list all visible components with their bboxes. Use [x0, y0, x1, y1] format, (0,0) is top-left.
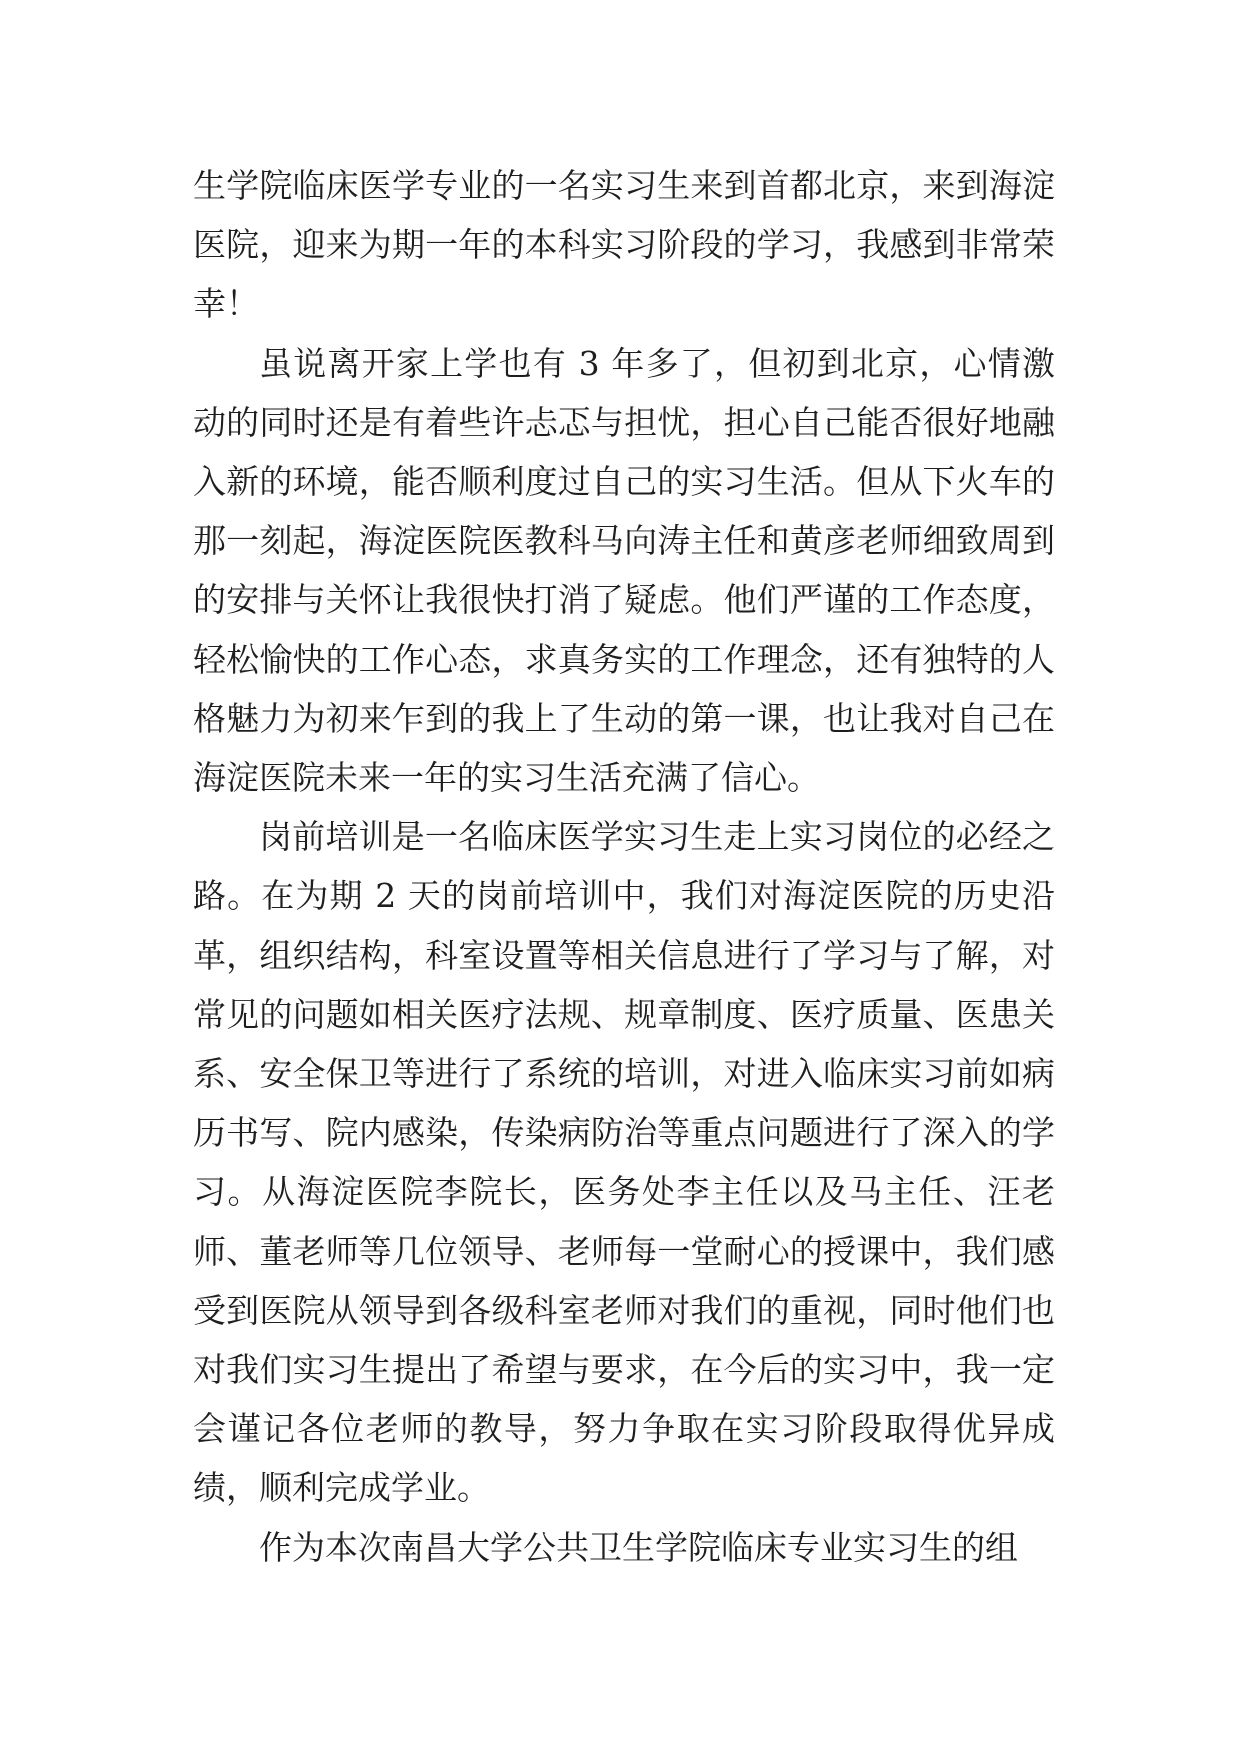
document-body [193, 156, 1055, 1577]
paragraph-continuation: 生学院临床医学专业的一名实习生来到首都北京，来到海淀医院，迎来为期一年的本科实习阶段的学习，我感到非常荣幸！ [193, 166, 1055, 324]
paragraph-pre-job-training: 岗前培训是一名临床医学实习生走上实习岗位的必经之路。在为期 2 天的岗前培训中，我们对海淀医院的历史沿革，组织结构，科室设置等相关信息进行了学习与了解，对常见的问题如相关医疗法规、规章制度、医疗质量、医患关系、安全保卫等进行了系统的培训，对进入临床实习前如病历书写、院内感染，传染病防治等重点问题进行了深入的学习。从海淀医院李院长，医务处李主任以及马主任、汪老师、董老师等几位领导、老师每一堂耐心的授课中，我们感受到医院从领导到各级科室老师对我们的重视，同时他们也对我们实习生提出了希望与要求，在今后的实习中，我一定会谨记各位老师的教导，努力争取在实习阶段取得优异成绩，顺利完成学业。 [193, 817, 1055, 1508]
paragraph-arrival-feelings: 虽说离开家上学也有 3 年多了，但初到北京，心情激动的同时还是有着些许忐忑与担忧，担心自己能否很好地融入新的环境，能否顺利度过自己的实习生活。但从下火车的那一刻起，海淀医院医教科马向涛主任和黄彦老师细致周到的安排与关怀让我很快打消了疑虑。他们严谨的工作态度，轻松愉快的工作心态，求真务实的工作理念，还有独特的人格魅力为初来乍到的我上了生动的第一课，也让我对自己在海淀医院未来一年的实习生活充满了信心。 [193, 343, 1055, 798]
paragraph-team-role: 作为本次南昌大学公共卫生学院临床专业实习生的组 [259, 1527, 1018, 1567]
